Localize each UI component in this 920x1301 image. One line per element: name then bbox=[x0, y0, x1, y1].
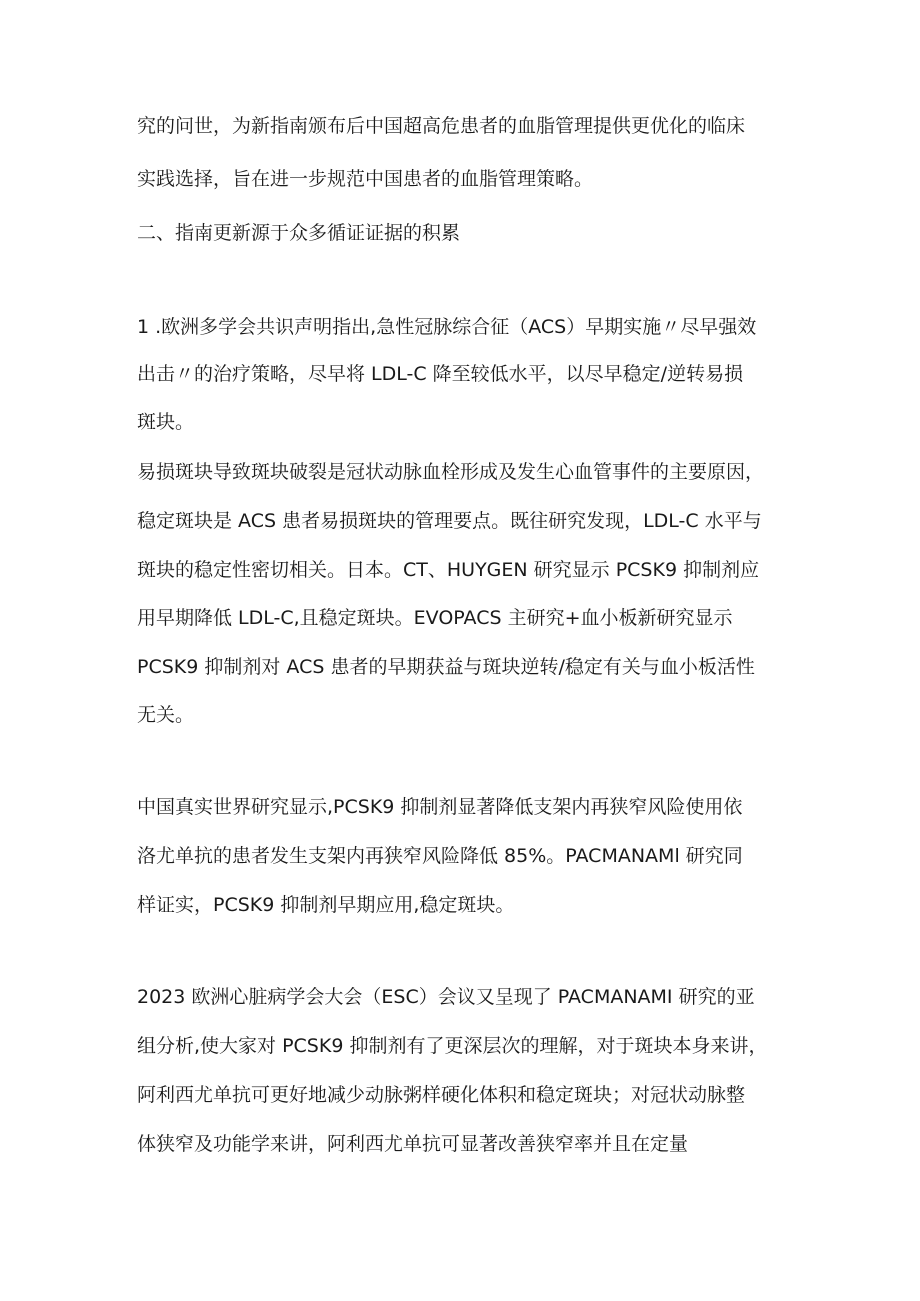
text-line: 用早期降低 LDL-C,且稳定斑块。EVOPACS 主研究+血小板新研究显示 bbox=[137, 607, 733, 629]
text-line: 实践选择，旨在进一步规范中国患者的血脂管理策略。 bbox=[137, 168, 594, 190]
text-line: 出击〃的治疗策略，尽早将 LDL-C 降至较低水平，以尽早稳定/逆转易损 bbox=[137, 363, 744, 385]
text-line: 1 .欧洲多学会共识声明指出,急性冠脉综合征（ACS）早期实施〃尽早强效 bbox=[137, 316, 757, 338]
text-line: 组分析,使大家对 PCSK9 抑制剂有了更深层次的理解，对于斑块本身来讲， bbox=[137, 1035, 768, 1057]
text-line: 斑块的稳定性密切相关。日本。CT、HUYGEN 研究显示 PCSK9 抑制剂应 bbox=[137, 559, 760, 581]
text-line: PCSK9 抑制剂对 ACS 患者的早期获益与斑块逆转/稳定有关与血小板活性 bbox=[137, 656, 755, 678]
text-line: 究的问世，为新指南颁布后中国超高危患者的血脂管理提供更优化的临床 bbox=[137, 115, 746, 137]
section-heading: 二、指南更新源于众多循证证据的积累 bbox=[137, 222, 461, 244]
text-line: 体狭窄及功能学来讲，阿利西尤单抗可显著改善狭窄率并且在定量 bbox=[137, 1133, 689, 1155]
text-line: 阿利西尤单抗可更好地减少动脉粥样硬化体积和稳定斑块；对冠状动脉整 bbox=[137, 1084, 746, 1106]
text-line: 2023 欧洲心脏病学会大会（ESC）会议又呈现了 PACMANAMI 研究的亚 bbox=[137, 986, 755, 1008]
text-line: 无关。 bbox=[137, 704, 195, 726]
text-line: 易损斑块导致斑块破裂是冠状动脉血栓形成及发生心血管事件的主要原因， bbox=[137, 461, 765, 483]
text-line: 中国真实世界研究显示,PCSK9 抑制剂显著降低支架内再狭窄风险使用依 bbox=[137, 796, 743, 818]
text-line: 稳定斑块是 ACS 患者易损斑块的管理要点。既往研究发现，LDL-C 水平与 bbox=[137, 510, 762, 532]
text-line: 斑块。 bbox=[137, 411, 195, 433]
text-line: 样证实，PCSK9 抑制剂早期应用,稳定斑块。 bbox=[137, 894, 515, 916]
text-line: 洛尤单抗的患者发生支架内再狭窄风险降低 85%。PACMANAMl 研究同 bbox=[137, 845, 743, 867]
